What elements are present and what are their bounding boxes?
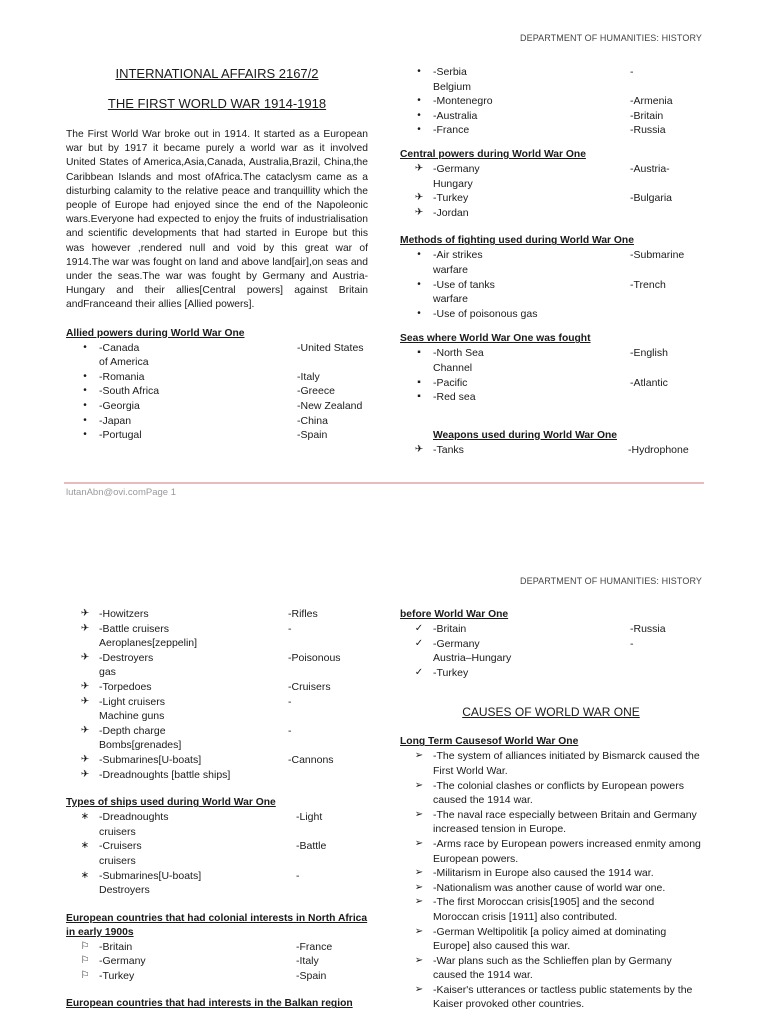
item-right: -New Zealand xyxy=(297,400,363,413)
page-divider xyxy=(64,482,704,484)
item-left: -Air strikes xyxy=(433,249,483,262)
square-bullet-icon: ▪ xyxy=(417,347,421,359)
list-item xyxy=(66,622,368,651)
seas-list xyxy=(400,346,702,404)
list-item xyxy=(400,925,702,954)
plane-icon: ✈ xyxy=(80,651,90,663)
item-left: -Battle cruisers xyxy=(99,622,170,635)
right-column xyxy=(400,608,702,1012)
list-item xyxy=(66,428,368,443)
list-item xyxy=(66,399,368,414)
weapons-heading: Weapons used during World War One xyxy=(433,429,618,441)
plane-icon: ✈ xyxy=(414,192,424,204)
list-item xyxy=(66,607,368,622)
allied-cont-list xyxy=(400,65,702,138)
item-text: -Militarism in Europe also caused the 1914 war. xyxy=(433,867,654,880)
square-bullet-icon: ▪ xyxy=(417,376,421,388)
item-continuation: Hungary xyxy=(433,177,473,190)
arrowhead-bullet-icon: ➢ xyxy=(414,837,424,849)
item-right: - xyxy=(630,66,634,78)
plane-icon: ✈ xyxy=(80,724,90,736)
item-right xyxy=(630,390,702,405)
item-left: -Use of tanks xyxy=(433,278,495,291)
item-left: -Japan xyxy=(99,414,132,427)
item-right: -Britain xyxy=(630,109,664,122)
list-item xyxy=(400,346,702,375)
item-right xyxy=(630,307,702,322)
item-left: -Jordan xyxy=(433,206,469,219)
item-left: -Australia xyxy=(433,109,478,122)
arrowhead-bullet-icon: ➢ xyxy=(414,750,424,762)
list-item xyxy=(66,695,368,724)
asterisk-bullet-icon: ∗ xyxy=(80,869,90,881)
list-item xyxy=(400,983,702,1012)
item-left: -Pacific xyxy=(433,376,468,389)
item-right: - xyxy=(630,637,634,650)
item-right: -Austria- xyxy=(630,162,670,175)
list-item xyxy=(400,206,702,221)
item-right: -Bulgaria xyxy=(630,192,673,205)
item-right: - xyxy=(296,869,300,882)
check-bullet-icon: ✓ xyxy=(414,666,424,678)
item-left: -Use of poisonous gas xyxy=(433,307,538,320)
item-left: -Germany xyxy=(433,162,480,175)
weapons-cont-list xyxy=(66,607,368,782)
item-text: -The system of alliances initiated by Bismarck caused the First World War. xyxy=(433,750,700,777)
list-item xyxy=(400,808,702,837)
item-right: -Trench xyxy=(630,278,666,291)
list-item xyxy=(66,724,368,753)
seas-heading: Seas where World War One was fought xyxy=(400,333,591,345)
item-left: -Britain xyxy=(99,940,133,953)
flag-bullet-icon: ⚐ xyxy=(80,955,90,967)
item-continuation: cruisers xyxy=(99,854,136,867)
weapons-list xyxy=(400,443,702,458)
plane-icon: ✈ xyxy=(80,680,90,692)
list-item xyxy=(66,370,368,385)
plane-icon: ✈ xyxy=(414,162,424,174)
balkan-heading: European countries that had interests in the Balkan region xyxy=(66,998,353,1010)
page-2 xyxy=(0,510,768,1024)
item-continuation: gas xyxy=(99,666,116,679)
bullet-icon: • xyxy=(417,124,421,136)
list-item xyxy=(400,637,702,666)
item-right: -Battle xyxy=(296,840,327,853)
item-right xyxy=(288,768,368,783)
bullet-icon: • xyxy=(83,370,87,382)
item-left: -South Africa xyxy=(99,385,160,398)
allied-heading: Allied powers during World War One xyxy=(66,327,245,339)
item-continuation: Destroyers xyxy=(99,884,150,897)
item-right: -France xyxy=(296,940,333,953)
item-right: -Italy xyxy=(296,955,319,968)
item-right: -China xyxy=(297,414,328,427)
list-item xyxy=(400,109,702,124)
item-right: -Light xyxy=(296,811,323,824)
bullet-icon: • xyxy=(417,307,421,319)
bullet-icon: • xyxy=(417,66,421,77)
item-left: -Submarines[U-boats] xyxy=(99,869,202,882)
item-left: -Romania xyxy=(99,370,145,383)
methods-list xyxy=(400,248,702,321)
causes-title: CAUSES OF WORLD WAR ONE xyxy=(462,705,640,720)
item-left: -Torpedoes xyxy=(99,680,152,693)
item-right: -Atlantic xyxy=(630,376,668,389)
item-left: -Dreadnoughts [battle ships] xyxy=(99,768,231,781)
item-left: -Dreadnoughts xyxy=(99,811,169,824)
list-item xyxy=(400,94,702,109)
item-right: -United States xyxy=(297,341,364,354)
list-item xyxy=(66,810,368,839)
list-item xyxy=(66,341,368,370)
item-right: -Italy xyxy=(297,370,320,383)
list-item xyxy=(400,65,702,94)
left-column xyxy=(66,607,368,1011)
plane-icon: ✈ xyxy=(80,753,90,765)
long-term-heading: Long Term Causesof World War One xyxy=(400,736,579,748)
list-item xyxy=(400,622,702,637)
central-list xyxy=(400,162,702,220)
item-left: -Britain xyxy=(433,623,467,635)
item-left: -Georgia xyxy=(99,400,140,413)
allied-list xyxy=(66,341,368,443)
item-left: -Germany xyxy=(99,955,146,968)
list-item xyxy=(400,749,702,778)
balkan-cont-heading: before World War One xyxy=(400,609,509,620)
item-right: -Greece xyxy=(297,385,335,398)
methods-heading: Methods of fighting used during World War One xyxy=(400,235,634,247)
list-item xyxy=(400,881,702,896)
item-left: -Serbia xyxy=(433,66,467,78)
list-item xyxy=(400,162,702,191)
list-item xyxy=(66,651,368,680)
item-right: -Spain xyxy=(297,429,328,442)
item-right: -Russia xyxy=(630,623,666,635)
list-item xyxy=(66,680,368,695)
item-left: -Portugal xyxy=(99,429,142,442)
item-left: -Light cruisers xyxy=(99,695,165,708)
item-left: -Red sea xyxy=(433,391,476,404)
item-right: - xyxy=(288,724,292,737)
arrowhead-bullet-icon: ➢ xyxy=(414,779,424,791)
bullet-icon: • xyxy=(83,414,87,426)
list-item xyxy=(400,779,702,808)
plane-icon: ✈ xyxy=(414,443,424,455)
bullet-icon: • xyxy=(83,385,87,397)
balkan-list xyxy=(400,622,702,680)
item-right xyxy=(630,206,702,221)
check-bullet-icon: ✓ xyxy=(414,637,424,649)
item-right: -Spain xyxy=(296,969,327,982)
page-footer: lutanAbn@ovi.comPage 1 xyxy=(66,487,176,498)
list-item xyxy=(400,248,702,277)
item-left: -Howitzers xyxy=(99,608,149,620)
item-left: -Destroyers xyxy=(99,651,154,664)
list-item xyxy=(66,384,368,399)
bullet-icon: • xyxy=(417,95,421,107)
item-continuation: Aeroplanes[zeppelin] xyxy=(99,637,198,650)
list-item xyxy=(66,940,368,955)
arrowhead-bullet-icon: ➢ xyxy=(414,983,424,995)
item-continuation: warfare xyxy=(433,263,469,276)
plane-icon: ✈ xyxy=(80,695,90,707)
item-text: -War plans such as the Schlieffen plan by Germany caused the 1914 war. xyxy=(433,954,672,982)
right-column xyxy=(400,65,702,457)
item-right: -Cannons xyxy=(288,753,334,766)
list-item xyxy=(400,954,702,983)
item-text: -German Weltipolitik [a policy aimed at dominating Europe] also caused this war. xyxy=(433,925,667,953)
list-item xyxy=(400,390,702,405)
item-text: -The naval race especially between Britain and Germany increased tension in Europe. xyxy=(433,808,697,836)
ships-list xyxy=(66,810,368,898)
asterisk-bullet-icon: ∗ xyxy=(80,840,90,852)
list-item xyxy=(400,443,702,458)
item-left: -Montenegro xyxy=(433,95,493,108)
arrowhead-bullet-icon: ➢ xyxy=(414,896,424,908)
item-left: -Depth charge xyxy=(99,724,166,737)
bullet-icon: • xyxy=(417,109,421,121)
item-right: -Rifles xyxy=(288,608,318,620)
item-text: -The first Moroccan crisis[1905] and the second Moroccan crisis [1911] also contributed. xyxy=(433,896,655,923)
bullet-icon: • xyxy=(83,400,87,412)
bullet-icon: • xyxy=(83,341,87,353)
item-continuation: Bombs[grenades] xyxy=(99,739,182,752)
page-header: DEPARTMENT OF HUMANITIES: HISTORY xyxy=(520,576,702,586)
item-text: -Kaiser's utterances or tactless public statements by the Kaiser provoked other countries. xyxy=(433,983,693,1011)
document-title: INTERNATIONAL AFFAIRS 2167/2 xyxy=(115,66,319,81)
asterisk-bullet-icon: ∗ xyxy=(80,811,90,823)
item-text: -The colonial clashes or conflicts by European powers caused the 1914 war. xyxy=(433,779,684,807)
flag-bullet-icon: ⚐ xyxy=(80,969,90,981)
arrowhead-bullet-icon: ➢ xyxy=(414,954,424,966)
list-item xyxy=(66,954,368,969)
list-item xyxy=(400,191,702,206)
list-item xyxy=(66,869,368,898)
plane-icon: ✈ xyxy=(80,768,90,780)
item-right: - xyxy=(288,622,292,635)
page-1 xyxy=(0,0,768,510)
bullet-icon: • xyxy=(83,429,87,441)
list-item xyxy=(66,969,368,984)
arrowhead-bullet-icon: ➢ xyxy=(414,925,424,937)
list-item xyxy=(400,123,702,138)
plane-icon: ✈ xyxy=(414,206,424,218)
list-item xyxy=(400,837,702,866)
section-title: THE FIRST WORLD WAR 1914-1918 xyxy=(107,96,327,111)
item-right: -Hydrophone xyxy=(628,443,689,456)
bullet-icon: • xyxy=(417,249,421,261)
item-right: -Cruisers xyxy=(288,680,331,693)
list-item xyxy=(66,753,368,768)
item-left: -North Sea xyxy=(433,347,484,360)
item-right: -Poisonous xyxy=(288,651,341,664)
list-item xyxy=(66,839,368,868)
item-left: -Turkey xyxy=(433,192,469,205)
item-left: -Submarines[U-boats] xyxy=(99,753,202,766)
list-item xyxy=(400,895,702,924)
item-continuation: cruisers xyxy=(99,825,136,838)
item-continuation: of America xyxy=(99,356,149,369)
plane-icon: ✈ xyxy=(80,622,90,634)
bullet-icon: • xyxy=(417,278,421,290)
item-left: -France xyxy=(433,124,470,137)
item-continuation: warfare xyxy=(433,293,469,306)
africa-list xyxy=(66,940,368,984)
square-bullet-icon: ▪ xyxy=(417,391,421,403)
arrowhead-bullet-icon: ➢ xyxy=(414,881,424,893)
item-left: -Germany xyxy=(433,637,480,650)
left-column xyxy=(66,66,368,443)
item-right: -Russia xyxy=(630,124,666,137)
ships-heading: Types of ships used during World War One xyxy=(66,797,276,809)
item-continuation: Belgium xyxy=(433,80,471,93)
intro-paragraph: The First World War broke out in 1914. It started as a European war but by 1917 it became purely a world war as it involved United States of America,Asia,Canada, Australia,Brazil, China,the Caribbean Islands and most ofAfrica.The cataclysm came as a disturbing calamity to the relative peace and tranquillity which the people of Europe had enjoyed since the end of the Napoleonic wars.Everyone had expected to enjoy the fruits of industrialisation and scientific developments that had started in Europe but this was however ,rendered null and void by this great war of 1914.The war was fought on land and above land[air],on seas and under the seas.The war was fought by Germany and Austria-Hungary and their allies[Central powers] against Britain andFranceand their allies [Allied powers]. xyxy=(66,129,368,311)
item-right: -Armenia xyxy=(630,95,673,108)
arrowhead-bullet-icon: ➢ xyxy=(414,867,424,879)
item-right xyxy=(630,666,702,681)
central-heading: Central powers during World War One xyxy=(400,148,586,160)
item-left: -Turkey xyxy=(99,969,135,982)
item-right: -Submarine xyxy=(630,249,685,262)
africa-heading: European countries that had colonial interests in North Africa in early 1900s xyxy=(66,912,368,938)
list-item xyxy=(66,768,368,783)
item-continuation: Austria–Hungary xyxy=(433,652,512,665)
arrowhead-bullet-icon: ➢ xyxy=(414,808,424,820)
item-left: -Cruisers xyxy=(99,840,142,853)
item-left: -Tanks xyxy=(433,443,464,456)
item-right: -English xyxy=(630,347,668,360)
list-item xyxy=(400,666,702,681)
item-text: -Nationalism was another cause of world war one. xyxy=(433,881,666,894)
long-term-list xyxy=(400,749,702,1012)
list-item xyxy=(400,376,702,391)
plane-icon: ✈ xyxy=(80,608,90,619)
list-item xyxy=(400,278,702,307)
list-item xyxy=(66,414,368,429)
item-left: -Turkey xyxy=(433,666,469,679)
page-header: DEPARTMENT OF HUMANITIES: HISTORY xyxy=(520,33,702,43)
list-item xyxy=(400,307,702,322)
item-right: - xyxy=(288,695,292,708)
item-text: -Arms race by European powers increased enmity among European powers. xyxy=(433,837,701,865)
list-item xyxy=(400,866,702,881)
item-continuation: Machine guns xyxy=(99,710,165,723)
item-left: -Canada xyxy=(99,341,140,354)
check-bullet-icon: ✓ xyxy=(414,623,424,634)
flag-bullet-icon: ⚐ xyxy=(80,940,90,952)
item-continuation: Channel xyxy=(433,361,473,374)
